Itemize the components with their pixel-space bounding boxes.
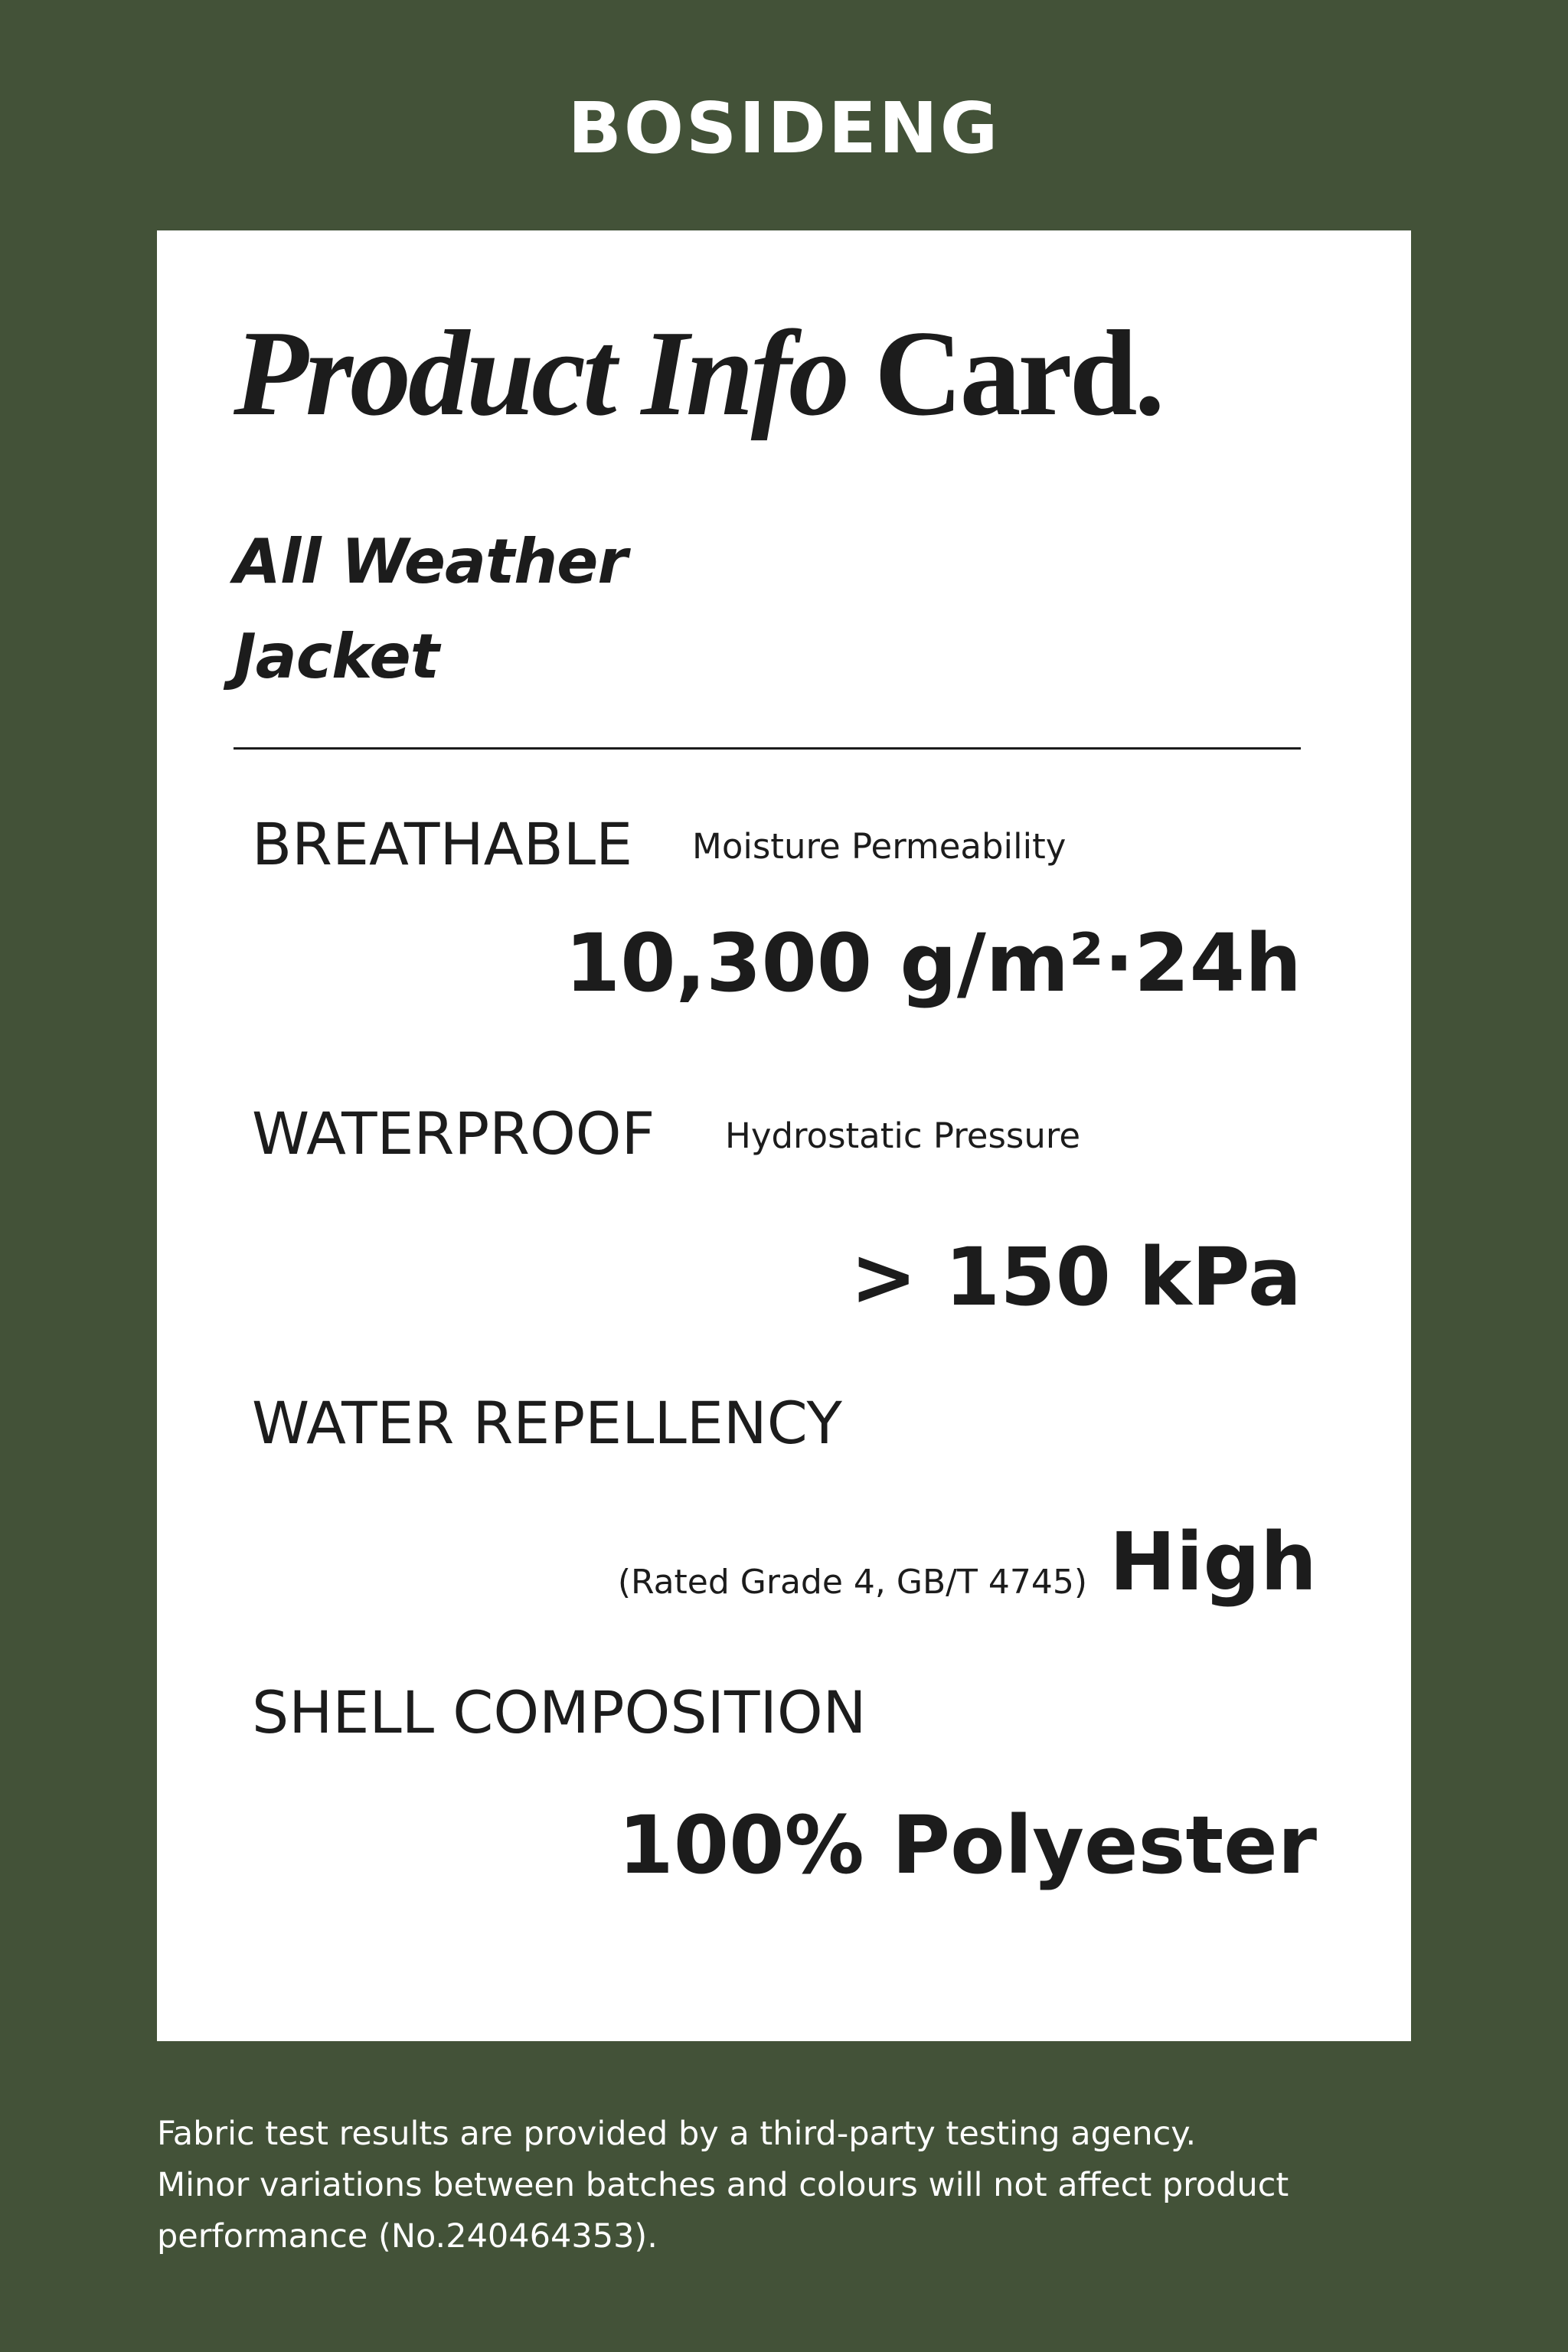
spec-value-shell-composition: 100% Polyester xyxy=(618,1798,1317,1892)
footer-line-2: Minor variations between batches and colours will not affect product xyxy=(157,2166,1289,2204)
card-title-regular: Card. xyxy=(874,305,1162,441)
product-name-line1: All Weather xyxy=(234,526,627,597)
spec-value-waterproof: > 150 kPa xyxy=(850,1230,1302,1324)
product-name xyxy=(234,514,627,704)
spec-label-breathable: BREATHABLE xyxy=(252,810,633,878)
spec-label-water-repellency: WATER REPELLENCY xyxy=(252,1389,842,1457)
divider xyxy=(234,747,1301,750)
card-title-italic: Product Info xyxy=(234,305,847,441)
spec-label-waterproof: WATERPROOF xyxy=(252,1099,655,1168)
spec-sublabel-breathable: Moisture Permeability xyxy=(692,826,1067,867)
spec-sublabel-waterproof: Hydrostatic Pressure xyxy=(725,1116,1081,1156)
spec-label-shell-composition: SHELL COMPOSITION xyxy=(252,1678,867,1746)
footer-line-1: Fabric test results are provided by a third-party testing agency. xyxy=(157,2115,1197,2153)
spec-value-water-repellency: High xyxy=(1109,1515,1317,1609)
footer-line-3: performance (No.240464353). xyxy=(157,2217,658,2256)
footer-disclaimer xyxy=(157,2109,1413,2262)
card-title xyxy=(234,300,1162,446)
spec-value-breathable: 10,300 g/m²·24h xyxy=(564,916,1302,1010)
spec-note-water-repellency: (Rated Grade 4, GB/T 4745) xyxy=(617,1563,1087,1602)
product-name-line2: Jacket xyxy=(234,621,439,692)
brand-logo: BOSIDENG xyxy=(567,87,1001,169)
